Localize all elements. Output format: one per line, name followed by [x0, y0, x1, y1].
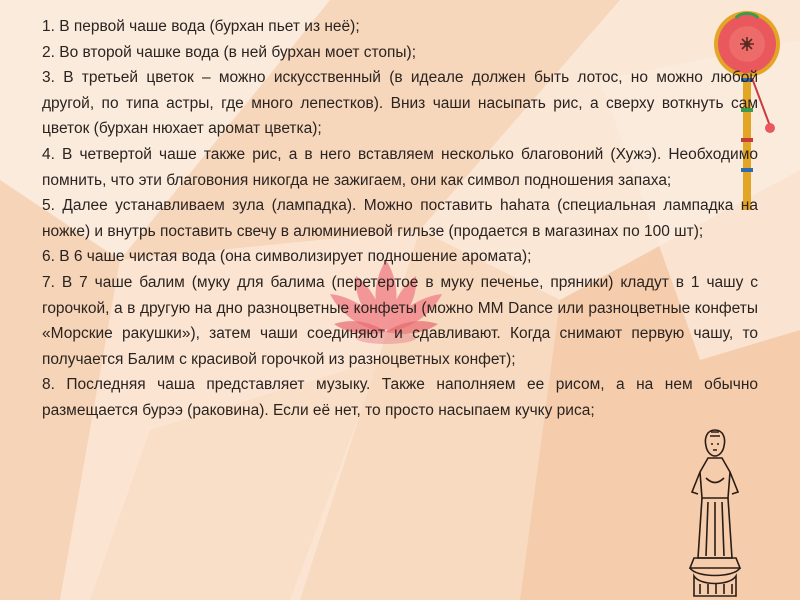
list-item-8: 8. Последняя чаша представляет музыку. Также наполняем ее рисом, а на нем обычно размещается бурээ (раковина). Если её нет, то просто насыпаем кучку риса;: [42, 376, 758, 419]
offering-instructions: [42, 14, 758, 424]
list-item-6: 6. В 6 чаше чистая вода (она символизирует подношение аромата);: [42, 248, 532, 266]
list-item-3: 3. В третьей цветок – можно искусственный (в идеале должен быть лотос, но можно любой другой, по типа астры, где много лепестков). Вниз чаши насыпать рис, а сверху воткнуть сам цветок (бурхан нюхает аромат цветка);: [42, 69, 758, 138]
buddha-figure-icon: [686, 428, 744, 600]
list-item-1: 1. В первой чаше вода (бурхан пьет из неё);: [42, 18, 360, 35]
list-item-5: 5. Далее устанавливаем зула (лампадка). Можно поставить һаhата (специальная лампадка на ножке) и внутрь поставить свечу в алюминиевой гильзе (продается в магазинах по 100 шт);: [42, 197, 758, 240]
list-item-7: 7. В 7 чаше балим (муку для балима (перетертое в муку печенье, пряники) кладут в 1 чашу с горочкой, а в другую на дно разноцветные конфеты (можно ММ Dance или разноцветные конфеты «Морские ракушки»), затем чаши соединяют и сдавливают. Когда снимают первую чашу, то получается Балим с красивой горочкой из разноцветных конфет);: [42, 273, 758, 368]
list-item-4: 4. В четвертой чаше также рис, а в него вставляем несколько благовоний (Хужэ). Необходимо помнить, что эти благовония никогда не зажигаем, они как символ подношения запаха;: [42, 145, 758, 189]
list-item-2: 2. Во второй чашке вода (в ней бурхан моет стопы);: [42, 43, 417, 61]
